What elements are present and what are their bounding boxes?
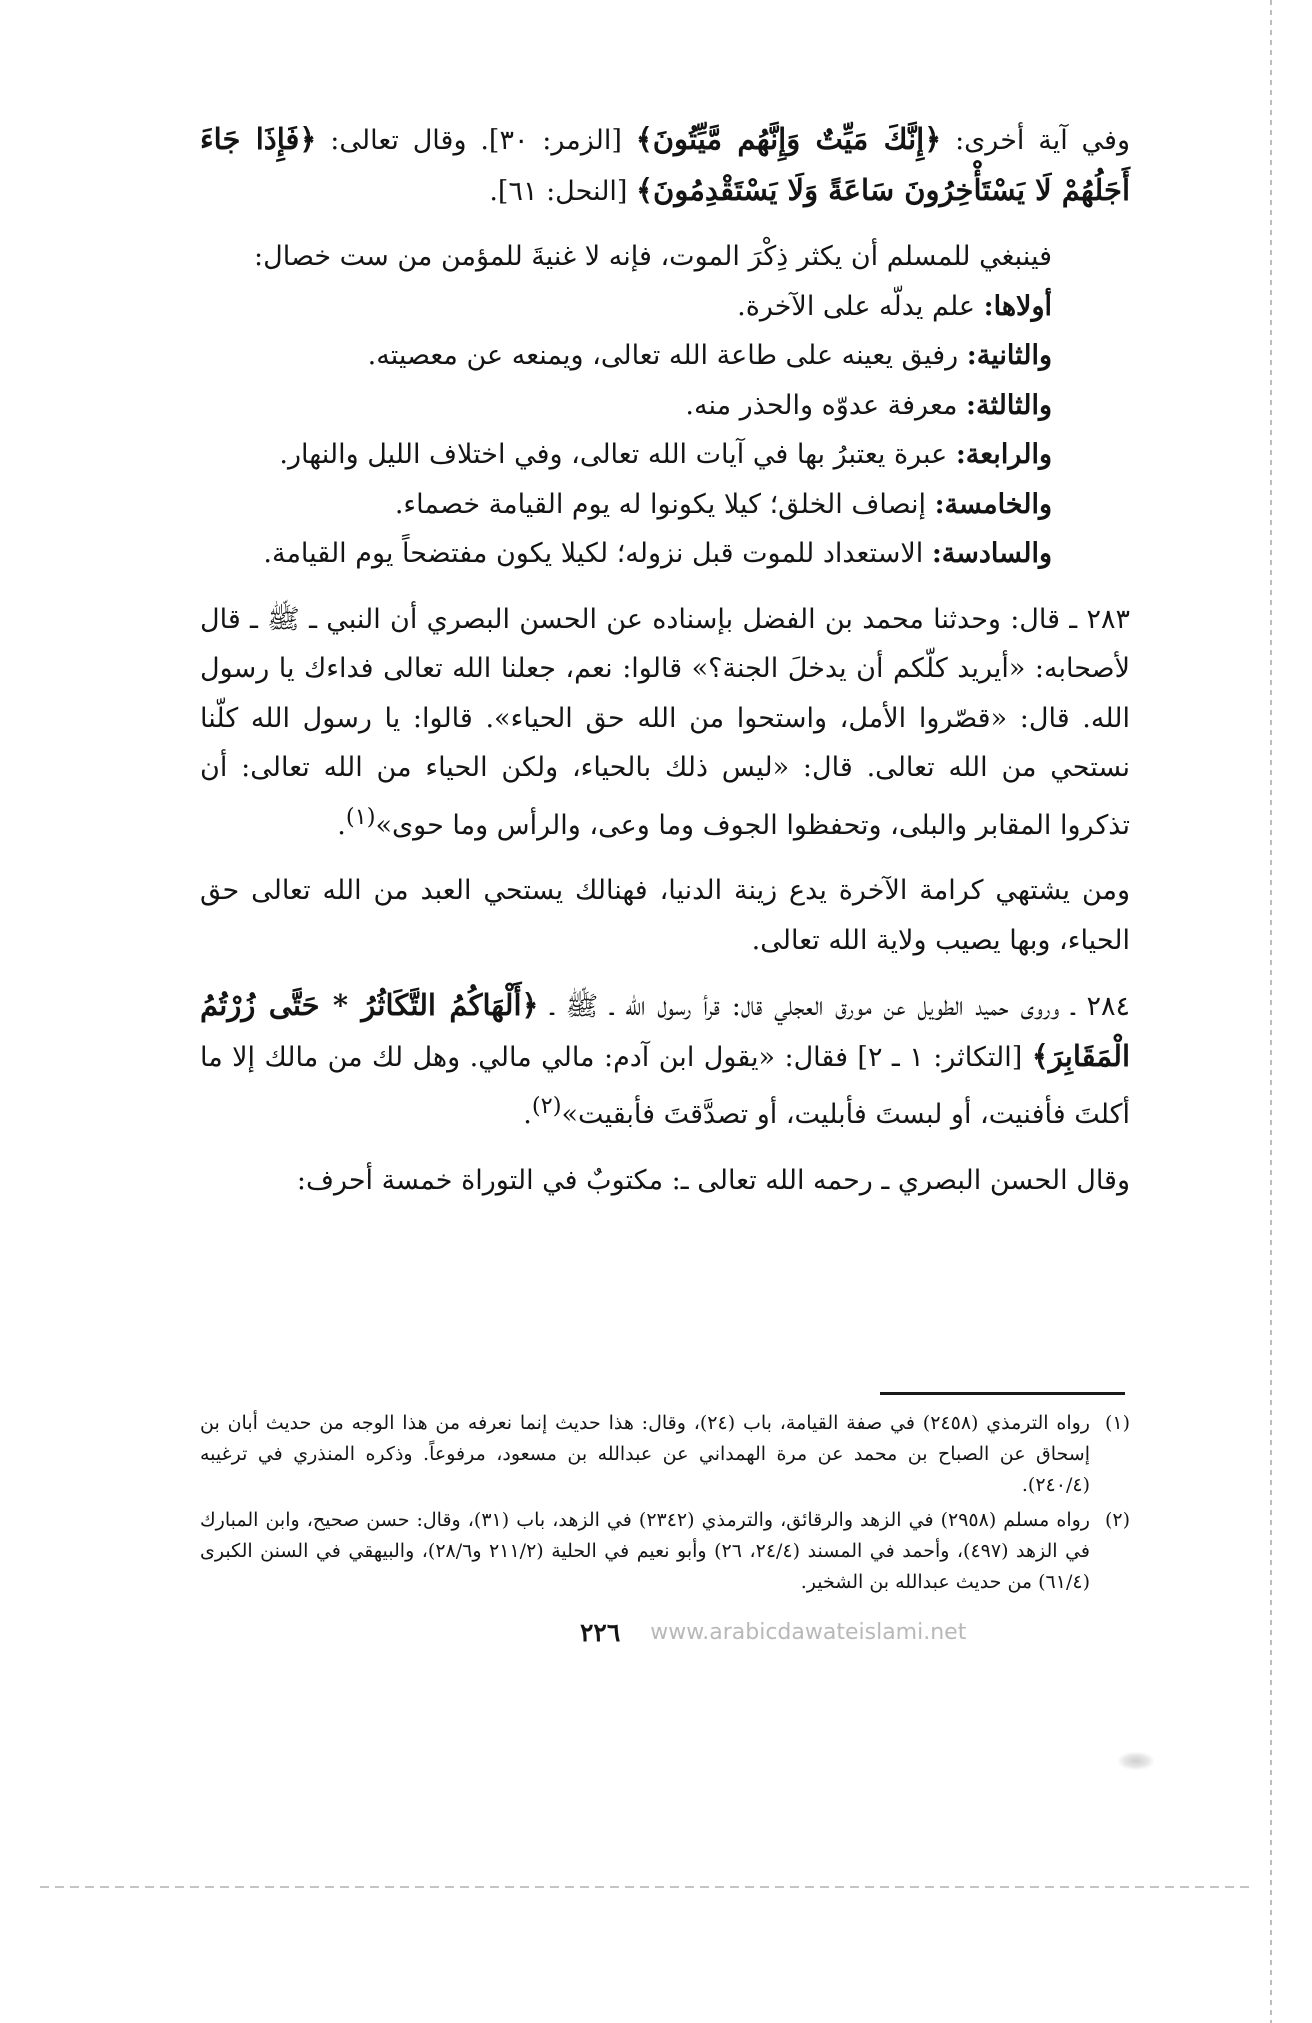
paragraph-six-traits-intro: فينبغي للمسلم أن يكثر ذِكْرَ الموت، فإنه لا غنيةَ للمؤمن من ست خصال: (254, 241, 1052, 272)
trait-label: والخامسة: (934, 488, 1052, 520)
trait-label: والرابعة: (955, 439, 1052, 470)
hadith-end: . (523, 1099, 532, 1130)
footnotes (200, 1408, 1130, 1598)
trait-label: والثانية: (966, 340, 1052, 371)
trait-item (200, 381, 1130, 431)
footnote-separator (880, 1392, 1125, 1395)
footnote (200, 1505, 1130, 1598)
verse-reference-text: [الزمر: ٣٠]. وقال تعالى: (316, 125, 636, 156)
trait-item (200, 529, 1130, 579)
trait-text: عبرة يعتبرُ بها في آيات الله تعالى، وفي اختلاف الليل والنهار. (279, 439, 956, 470)
trait-item (200, 480, 1130, 530)
page-bottom-edge-line (40, 1886, 1252, 1888)
hadith-end: . (337, 809, 346, 841)
page-number: ٢٢٦ (580, 1617, 621, 1647)
verse-intro-text: وفي آية أخرى: (941, 125, 1131, 156)
quran-verse: ﴿أَلْهَاكُمُ التَّكَاثُرُ * حَتَّى زُرْتُمُ الْمَقَابِرَ﴾ (200, 988, 1130, 1073)
footnote (200, 1408, 1130, 1501)
footnote-text: رواه الترمذي (٢٤٥٨) في صفة القيامة، باب (٢٤)، وقال: هذا حديث إنما نعرفه من هذا الوجه من حديث أبان بن إسحاق عن الصباح بن محمد عن مرة الهمداني عن عبدالله بن مسعود، مرفوعاً. وذكره المنذري في ترغيبه (٢٤٠/٤). (200, 1412, 1090, 1496)
trait-item (200, 430, 1130, 480)
quran-verse: ﴿إِنَّكَ مَيِّتٌ وَإِنَّهُم مَّيِّتُونَ﴾ (635, 122, 942, 156)
footnote-marker: (٢) (531, 1093, 562, 1119)
footnote-number: (٢) (1104, 1509, 1130, 1531)
page-footer (580, 1612, 1100, 1652)
hadith-text: [التكاثر: ١ ـ ٢] فقال: «يقول ابن آدم: مالي مالي. وهل لك من مالك إلا ما أكلتَ فأفنيت، أو لبستَ فأبليت، أو تصدَّقتَ فأبقيت» (200, 1041, 1130, 1130)
paragraph-verses (200, 115, 1130, 216)
paragraph-hadith-284 (200, 981, 1130, 1140)
trait-label: والسادسة: (931, 538, 1052, 569)
quran-verse: ﴿فَإِذَا جَاءَ أَجَلُهُمْ لَا يَسْتَأْخِرُونَ سَاعَةً وَلَا يَسْتَقْدِمُونَ﴾ (200, 122, 1130, 207)
trait-item (200, 282, 1130, 332)
trait-label: أولاها: (983, 290, 1052, 322)
hadith-text: ٢٨٤ ـ وروى حميد الطويل عن مورق العجلي قال: قرأ رسول الله ـ ﷺ ـ (538, 991, 1130, 1022)
trait-label: والثالثة: (966, 389, 1052, 421)
trait-text: علم يدلّه على الآخرة. (737, 290, 984, 322)
scan-smudge (1118, 1752, 1154, 1770)
trait-item (200, 331, 1130, 381)
watermark-url: www.arabicdawateislami.net (650, 1619, 967, 1645)
page-edge-line (1270, 0, 1272, 2023)
paragraph-hadith-283 (200, 595, 1130, 851)
trait-text: الاستعداد للموت قبل نزوله؛ لكيلا يكون مفتضحاً يوم القيامة. (263, 538, 932, 569)
footnote-text: رواه مسلم (٢٩٥٨) في الزهد والرقائق، والترمذي (٢٣٤٢) في الزهد، باب (٣١)، وقال: حسن صحيح، وابن المبارك في الزهد (٤٩٧)، وأحمد في المسند (٢٤/٤، ٢٦) وأبو نعيم في الحلية (٢١١/٢ و٢٨/٦)، والبيهقي في السنن الكبرى (٦١/٤) من حديث عبدالله بن الشخير. (200, 1509, 1091, 1593)
paragraph-commentary: ومن يشتهي كرامة الآخرة يدع زينة الدنيا، فهنالك يستحي العبد من الله تعالى حق الحياء، وبها يصيب ولاية الله تعالى. (200, 875, 1130, 956)
verse-reference-text: [النحل: ٦١]. (489, 175, 637, 207)
hadith-text: ٢٨٣ ـ قال: وحدثنا محمد بن الفضل بإسناده عن الحسن البصري أن النبي ـ ﷺ ـ قال لأصحابه: «أيريد كلّكم أن يدخلَ الجنة؟» قالوا: نعم، جعلنا الله تعالى فداءك يا رسول الله. قال: «قصّروا الأمل، واستحوا من الله حق الحياء». قالوا: يا رسول الله كلّنا نستحي من الله تعالى. قال: «ليس ذلك بالحياء، ولكن الحياء من الله تعالى: أن تذكروا المقابر والبلى، وتحفظوا الجوف وما وعى، والرأس وما حوى» (200, 603, 1130, 841)
trait-text: معرفة عدوّه والحذر منه. (685, 389, 967, 421)
trait-text: إنصاف الخلق؛ كيلا يكونوا له يوم القيامة خصماء. (394, 488, 935, 520)
trait-text: رفيق يعينه على طاعة الله تعالى، ويمنعه عن معصيته. (367, 340, 967, 371)
footnote-marker: (١) (345, 803, 376, 830)
footnote-number: (١) (1104, 1412, 1130, 1434)
main-text (200, 115, 1130, 1205)
paragraph-last: وقال الحسن البصري ـ رحمه الله تعالى ـ: مكتوبٌ في التوراة خمسة أحرف: (296, 1164, 1130, 1196)
